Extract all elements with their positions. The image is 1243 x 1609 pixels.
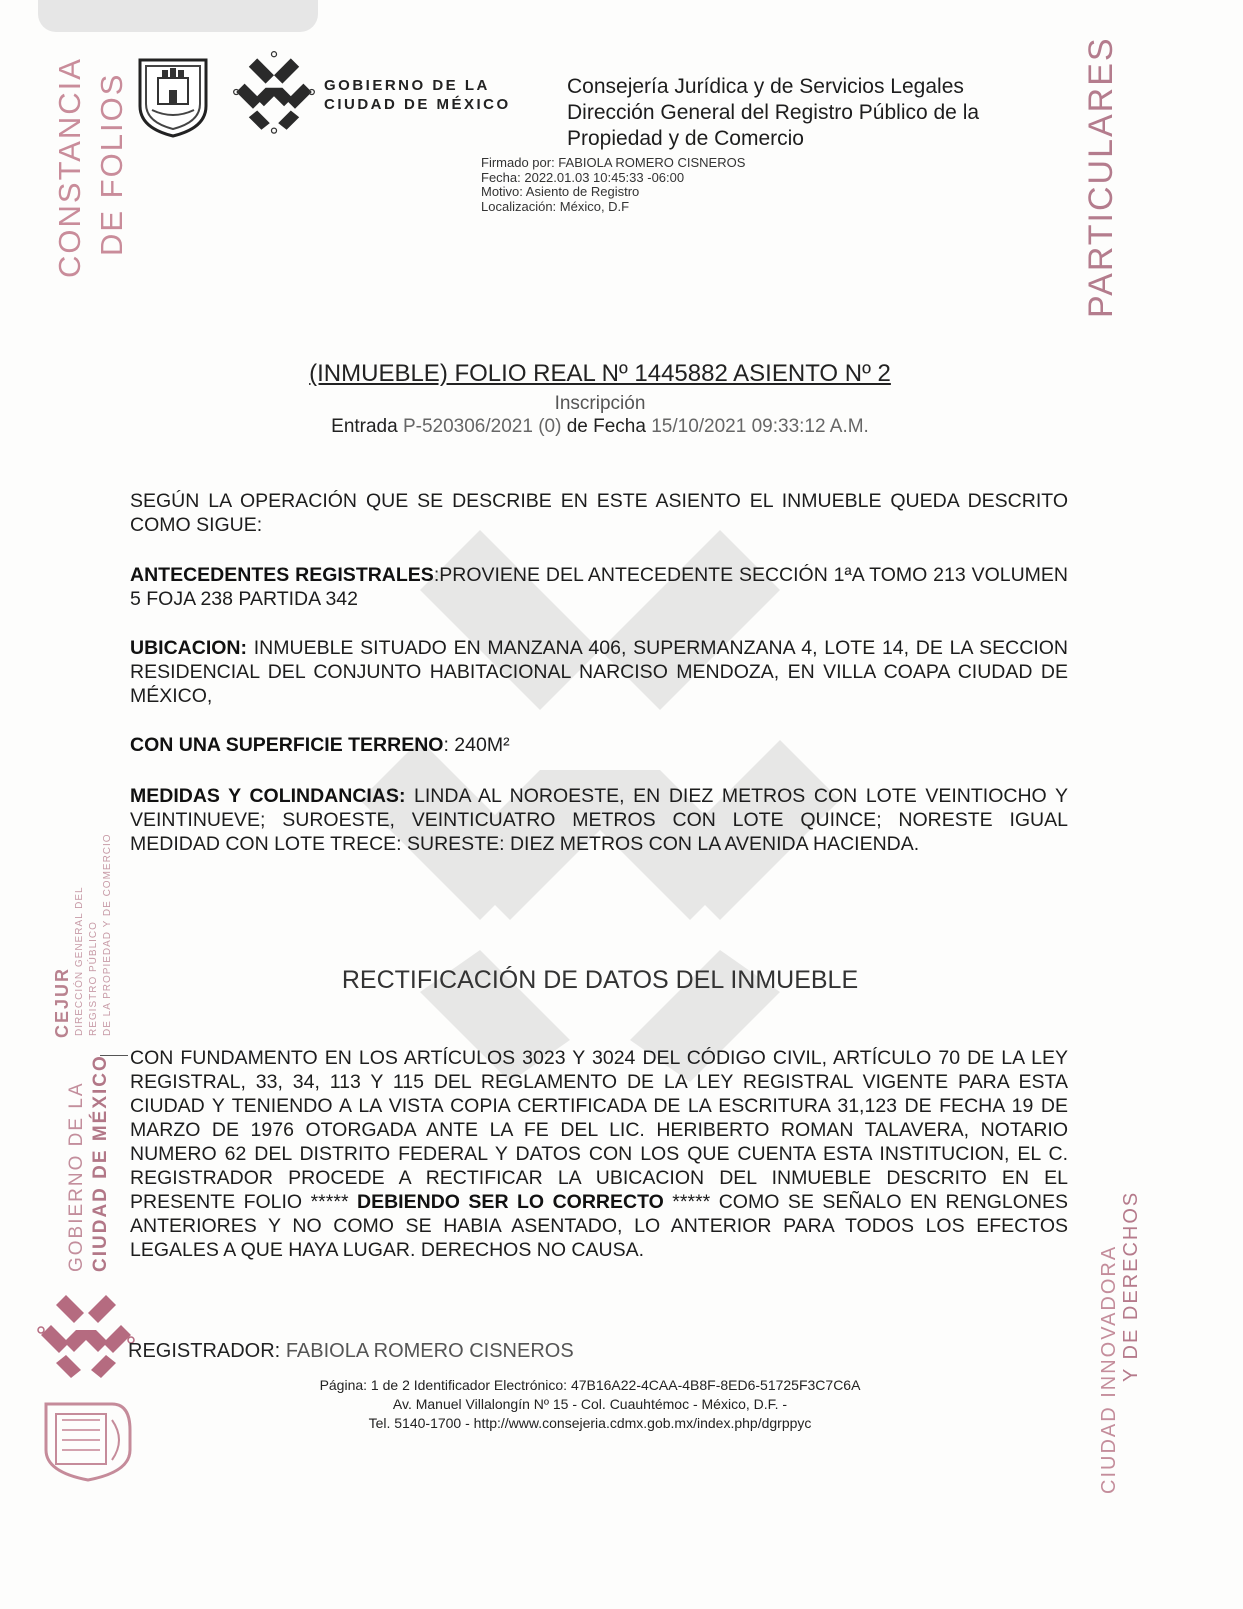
footer-page-id: Página: 1 de 2 Identificador Electrónico: 47B16A22-4CAA-4B8F-8ED6-51725F3C7C6A <box>319 1377 861 1393</box>
firma-firmado: Firmado por: FABIOLA ROMERO CISNEROS <box>481 155 746 170</box>
medidas-text: LINDA AL NOROESTE, EN DIEZ METROS CON LOTE VEINTIOCHO Y VEINTINUEVE; SUROESTE, VEINTICUATRO METROS CON LOTE QUINCE; NORESTE IGUAL MEDIDAD CON LOTE TRECE: SURESTE: DIEZ METROS CON LA AVENIDA HACIENDA. <box>130 785 1068 855</box>
medidas-label: MEDIDAS Y COLINDANCIAS: <box>130 785 406 807</box>
consejeria-heading <box>567 74 979 152</box>
cdmx-coat-of-arms-icon <box>136 56 210 138</box>
coat-of-arms-stamp-icon <box>42 1400 134 1482</box>
side-particulares: PARTICULARES <box>1082 36 1120 318</box>
cdmx-gobierno-logo-icon <box>232 46 316 138</box>
antecedentes-text: :PROVIENE DEL ANTECEDENTE SECCIÓN 1ªA TOMO 213 VOLUMEN 5 FOJA 238 PARTIDA 342 <box>130 564 1068 610</box>
side-de-folios: DE FOLIOS <box>94 72 129 256</box>
entrada-value: P-520306/2021 (0) <box>402 416 562 437</box>
rect-bold: DEBIENDO SER LO CORRECTO <box>357 1191 664 1213</box>
side-cejur-sub2: REGISTRO PÚBLICO <box>88 921 99 1036</box>
rectificacion-paragraph <box>130 1046 1068 1262</box>
ubicacion-paragraph <box>130 636 1068 708</box>
firma-motivo: Motivo: Asiento de Registro <box>481 184 640 199</box>
registrador-label: REGISTRADOR: <box>128 1340 281 1362</box>
folio-title <box>0 360 1200 388</box>
registrador-line <box>128 1340 574 1363</box>
digital-signature-block <box>481 156 745 214</box>
intro-paragraph: SEGÚN LA OPERACIÓN QUE SE DESCRIBE EN ESTE ASIENTO EL INMUEBLE QUEDA DESCRITO COMO SIGUE: <box>130 490 1068 536</box>
gobierno-title <box>324 76 511 114</box>
gobierno-title-line2: CIUDAD DE MÉXICO <box>324 96 511 113</box>
side-cejur-sub3: DE LA PROPIEDAD Y DE COMERCIO <box>102 833 113 1036</box>
folio-subtitle: Inscripción <box>554 393 646 414</box>
footer-address: Av. Manuel Villalongín Nº 15 - Col. Cuauhtémoc - México, D.F. - <box>392 1396 788 1412</box>
side-gobierno-line1: GOBIERNO DE LA <box>66 1081 87 1272</box>
side-constancia: CONSTANCIA <box>52 57 87 278</box>
ubicacion-label: UBICACION: <box>130 637 247 659</box>
consejeria-line2: Dirección General del Registro Público de la <box>567 101 980 124</box>
superficie-paragraph <box>130 733 1068 757</box>
superficie-label: CON UNA SUPERFICIE TERRENO <box>130 734 444 756</box>
side-cejur-sub1: DIRECCIÓN GENERAL DEL <box>74 886 85 1036</box>
rectificacion-title: RECTIFICACIÓN DE DATOS DEL INMUEBLE <box>341 966 859 994</box>
consejeria-line3: Propiedad y de Comercio <box>567 127 804 150</box>
side-gobierno-line2: CIUDAD DE MÉXICO <box>90 1054 111 1272</box>
side-ciudad-line2: Y DE DERECHOS <box>1120 1190 1142 1382</box>
registrador-name: FABIOLA ROMERO CISNEROS <box>285 1340 574 1362</box>
side-ciudad-line1: CIUDAD INNOVADORA <box>1098 1244 1120 1494</box>
medidas-paragraph <box>130 784 1068 856</box>
antecedentes-label: ANTECEDENTES REGISTRALES <box>130 564 434 586</box>
rect-text-2: ***** COMO SE SEÑALO EN RENGLONES ANTERIORES Y NO COMO SE HABIA ASENTADO, LO ANTERIOR PARA TODOS LOS EFECTOS LEGALES A QUE HAYA LUGAR. DERECHOS NO CAUSA. <box>130 1191 1068 1261</box>
entrada-line <box>0 416 1200 438</box>
fecha-label: de Fecha <box>566 416 646 437</box>
fecha-value: 15/10/2021 09:33:12 A.M. <box>651 416 869 437</box>
superficie-text: : 240M² <box>443 734 510 756</box>
scanner-top-tab <box>38 0 318 32</box>
cdmx-logo-stamp-icon <box>36 1290 136 1380</box>
antecedentes-paragraph <box>130 563 1068 611</box>
entrada-label: Entrada <box>331 416 398 437</box>
firma-fecha: Fecha: 2022.01.03 10:45:33 -06:00 <box>481 169 685 185</box>
footer-contact: Tel. 5140-1700 - http://www.consejeria.cdmx.gob.mx/index.php/dgrppyc <box>368 1415 812 1431</box>
side-cejur: CEJUR <box>52 966 72 1038</box>
rect-text-1: CON FUNDAMENTO EN LOS ARTÍCULOS 3023 Y 3024 DEL CÓDIGO CIVIL, ARTÍCULO 70 DE LA LEY REGISTRAL, 33, 34, 113 Y 115 DEL REGLAMENTO DE LA LEY REGISTRAL VIGENTE PARA ESTA CIUDAD Y TENIENDO A LA VISTA COPIA CERTIFICADA DE LA ESCRITURA 31,123 DE FECHA 19 DE MARZO DE 1976 OTORGADA ANTE LA FE DEL LIC. HERIBERTO ROMAN TALAVERA, NOTARIO NUMERO 62 DEL DISTRITO FEDERAL Y DATOS CON LOS QUE CUENTA ESTA INSTITUCION, EL C. REGISTRADOR PROCEDE A RECTIFICAR LA UBICACION DEL INMUEBLE DESCRITO EN EL PRESENTE FOLIO ***** <box>130 1047 1068 1213</box>
consejeria-line1: Consejería Jurídica y de Servicios Legales <box>567 75 964 98</box>
firma-localizacion: Localización: México, D.F <box>481 198 630 214</box>
ubicacion-text: INMUEBLE SITUADO EN MANZANA 406, SUPERMANZANA 4, LOTE 14, DE LA SECCION RESIDENCIAL DEL CONJUNTO HABITACIONAL NARCISO MENDOZA, EN VILLA COAPA CIUDAD DE MÉXICO, <box>130 637 1068 707</box>
folio-title-text: (INMUEBLE) FOLIO REAL Nº 1445882 ASIENTO Nº 2 <box>309 360 891 387</box>
gobierno-title-line1: GOBIERNO DE LA <box>324 77 490 94</box>
